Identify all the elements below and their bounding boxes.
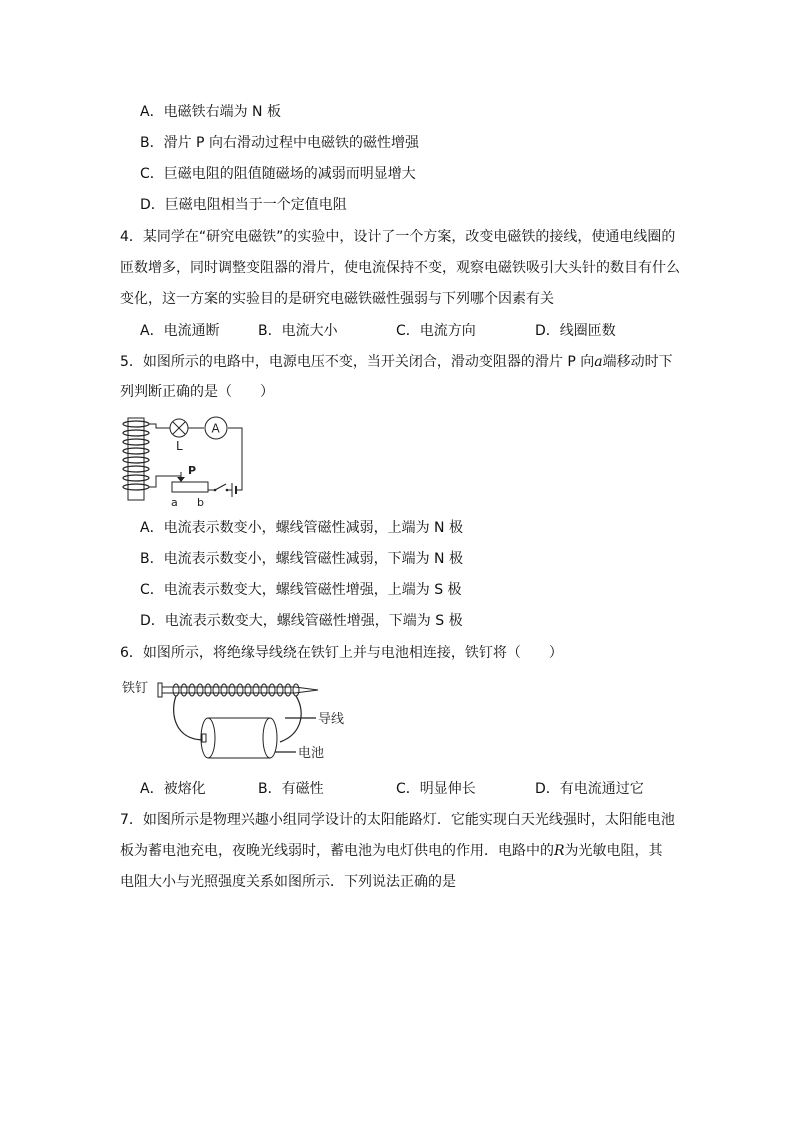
q7-stem-line2	[120, 841, 663, 861]
q5-stem-var-a: a	[594, 354, 603, 370]
battery-label: 电池	[298, 746, 325, 761]
q5-stem-text-b: 端移动时下	[602, 354, 673, 370]
q6-stem: 6．如图所示，将绝缘导线绕在铁钉上并与电池相连接，铁钉将（ ）	[120, 645, 563, 661]
rheostat-end-a: a	[171, 496, 178, 509]
q6-option-d: D．有电流通过它	[535, 781, 644, 797]
q3-option-a: A．电磁铁右端为 N 板	[140, 104, 281, 120]
q3-option-b: B．滑片 P 向右滑动过程中电磁铁的磁性增强	[140, 135, 419, 151]
q5-option-b: B．电流表示数变小，螺线管磁性减弱，下端为 N 极	[140, 551, 463, 567]
q6-nail-diagram	[120, 672, 360, 772]
q5-stem-text-a: 5．如图所示的电路中，电源电压不变，当开关闭合，滑动变阻器的滑片 P 向	[120, 354, 595, 370]
lamp-label: L	[176, 439, 183, 453]
ammeter-label: A	[211, 421, 220, 436]
q5-option-d: D．电流表示数变大，螺线管磁性增强，下端为 S 极	[140, 613, 463, 629]
q7-stem-text-a: 板为蓄电池充电，夜晚光线弱时，蓄电池为电灯供电的作用．电路中的	[120, 843, 554, 859]
battery-icon	[232, 483, 236, 497]
q5-circuit-diagram	[118, 410, 258, 510]
switch-icon	[214, 484, 229, 491]
circuit-wires	[149, 421, 242, 490]
q4-option-d: D．线圈匝数	[535, 323, 616, 339]
q6-option-c: C．明显伸长	[396, 781, 476, 797]
nail-label: 铁钉	[122, 681, 149, 696]
battery-icon	[201, 718, 277, 758]
q4-stem-line2: 匝数增多，同时调整变阻器的滑片，使电流保持不变，观察电磁铁吸引大头针的数目有什么	[120, 260, 680, 276]
slider-arrow-icon	[177, 472, 185, 482]
q5-stem-line2: 列判断正确的是（ ）	[120, 384, 274, 400]
q6-option-a: A．被熔化	[140, 781, 206, 797]
q3-option-d: D．巨磁电阻相当于一个定值电阻	[140, 197, 347, 213]
lamp-icon	[170, 419, 188, 437]
q5-stem-line1	[120, 352, 673, 372]
q4-stem-line1: 4．某同学在“研究电磁铁”的实验中，设计了一个方案，改变电磁铁的接线，使通电线圈的	[120, 229, 676, 245]
q7-stem-line3: 电阻大小与光照强度关系如图所示．下列说法正确的是	[120, 874, 456, 890]
rheostat-end-b: b	[197, 496, 204, 509]
q5-option-c: C．电流表示数变大，螺线管磁性增强，上端为 S 极	[140, 582, 462, 598]
q7-stem-line1: 7．如图所示是物理兴趣小组同学设计的太阳能路灯．它能实现白天光线强时，太阳能电池	[120, 812, 675, 828]
wire-label: 导线	[318, 712, 345, 727]
rheostat-icon	[172, 482, 208, 492]
q4-options	[140, 320, 680, 340]
q4-option-b: B．电流大小	[258, 323, 338, 339]
q3-option-c: C．巨磁电阻的阻值随磁场的减弱而明显增大	[140, 166, 416, 182]
q6-options	[140, 778, 680, 798]
q7-stem-var-r: R	[554, 843, 565, 859]
q4-option-c: C．电流方向	[396, 323, 476, 339]
q7-stem-text-b: 为光敏电阻，其	[564, 843, 663, 859]
q5-option-a: A．电流表示数变小，螺线管磁性减弱，上端为 N 极	[140, 520, 463, 536]
q4-stem-line3: 变化，这一方案的实验目的是研究电磁铁磁性强弱与下列哪个因素有关	[120, 291, 554, 307]
q4-option-a: A．电流通断	[140, 323, 220, 339]
slider-label: P	[188, 464, 197, 477]
q6-option-b: B．有磁性	[258, 781, 324, 797]
